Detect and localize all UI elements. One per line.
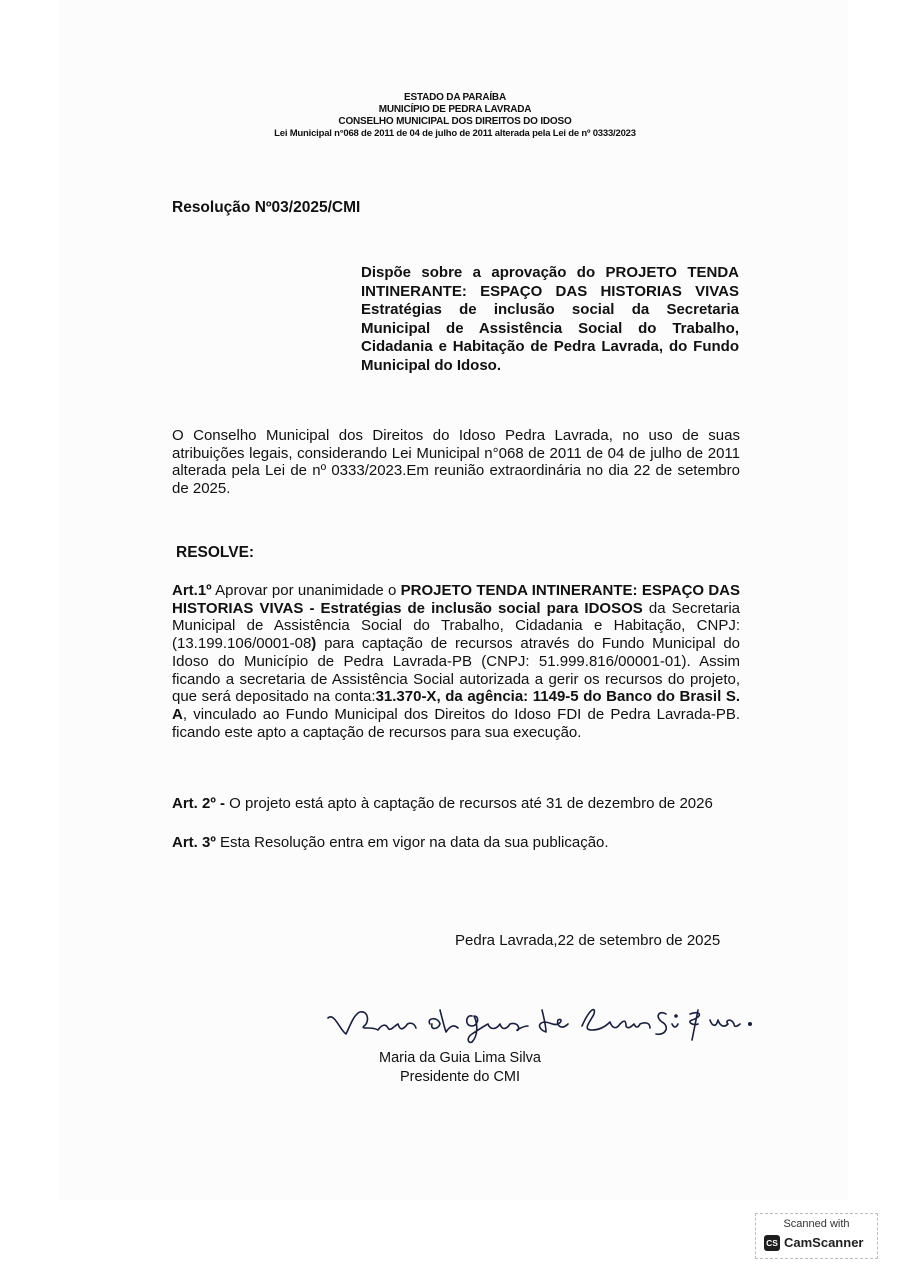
header-council: CONSELHO MUNICIPAL DOS DIREITOS DO IDOSO bbox=[338, 116, 572, 127]
article-2 bbox=[172, 795, 744, 813]
article-1-project-name: PROJETO TENDA INTINERANTE: ESPAÇO DAS HISTORIAS VIVAS - Estratégias de inclusão social para IDOSOS bbox=[172, 582, 741, 617]
ementa: Dispõe sobre a aprovação do PROJETO TENDA INTINERANTE: ESPAÇO DAS HISTORIAS VIVAS Estratégias de inclusão social da Secretaria Municipal de Assistência Social do Trabalho, Cidadania e Habitação de Pedra Lavrada, do Fundo Municipal do Idoso. bbox=[361, 264, 739, 374]
article-1-text-3: para captação de recursos através do Fundo Municipal do Idoso do Município de Pedra Lavrada-PB (CNPJ: 51.999.816/00001-01). Assim ficando a secretaria de Assistência Social autorizada a gerir os recursos do projeto, que será depositado na conta: bbox=[172, 635, 740, 706]
camscanner-logo-icon: CS bbox=[764, 1235, 780, 1251]
article-1-text-4: , vinculado ao Fundo Municipal dos Direitos do Idoso FDI de Pedra Lavrada-PB. ficando este apto a captação de recursos para sua execução. bbox=[172, 705, 740, 741]
intro-paragraph: O Conselho Municipal dos Direitos do Idoso Pedra Lavrada, no uso de suas atribuições legais, considerando Lei Municipal n°068 de 2011 de 04 de julho de 2011 alterada pela Lei de nº 0333/2023.Em reunião extraordinária no dia 22 de setembro de 2025. bbox=[172, 427, 740, 497]
header-law: Lei Municipal n°068 de 2011 de 04 de julho de 2011 alterada pela Lei de nº 0333/2023 bbox=[274, 128, 636, 139]
resolve-heading: RESOLVE: bbox=[176, 544, 255, 561]
resolution-number: Resolução Nº03/2025/CMI bbox=[172, 199, 361, 216]
article-2-label: Art. 2º - bbox=[172, 795, 225, 812]
article-1-account: 31.370-X, da agência: 1149-5 do Banco do Brasil S. A bbox=[172, 688, 741, 723]
article-1 bbox=[172, 582, 740, 741]
handwritten-signature bbox=[320, 996, 760, 1046]
article-1-text-1: Aprovar por unanimidade o bbox=[211, 582, 401, 599]
article-1-paren: ) bbox=[311, 635, 317, 653]
signer-block bbox=[360, 1049, 560, 1086]
signer-name: Maria da Guia Lima Silva bbox=[379, 1050, 541, 1066]
article-3-label: Art. 3º bbox=[172, 834, 216, 851]
header-municipality: MUNICÍPIO DE PEDRA LAVRADA bbox=[378, 104, 532, 115]
camscanner-watermark bbox=[755, 1213, 878, 1259]
document-header bbox=[240, 92, 670, 140]
article-1-label: Art.1º bbox=[172, 582, 212, 599]
article-1-text-2: da Secretaria Municipal de Assistência Social do Trabalho, Cidadania e Habitação, CNPJ: (13.199.106/0001-08 bbox=[172, 599, 741, 653]
date-line: Pedra Lavrada,22 de setembro de 2025 bbox=[455, 932, 721, 949]
signer-role: Presidente do CMI bbox=[399, 1068, 521, 1085]
article-3-text: Esta Resolução entra em vigor na data da sua publicação. bbox=[215, 834, 609, 851]
article-2-text: O projeto está apto à captação de recursos até 31 de dezembro de 2026 bbox=[224, 795, 713, 812]
header-state: ESTADO DA PARAÍBA bbox=[404, 92, 506, 103]
camscanner-brand: CamScanner bbox=[784, 1235, 864, 1250]
article-3 bbox=[172, 834, 744, 852]
scanned-with-label: Scanned with bbox=[783, 1218, 850, 1230]
